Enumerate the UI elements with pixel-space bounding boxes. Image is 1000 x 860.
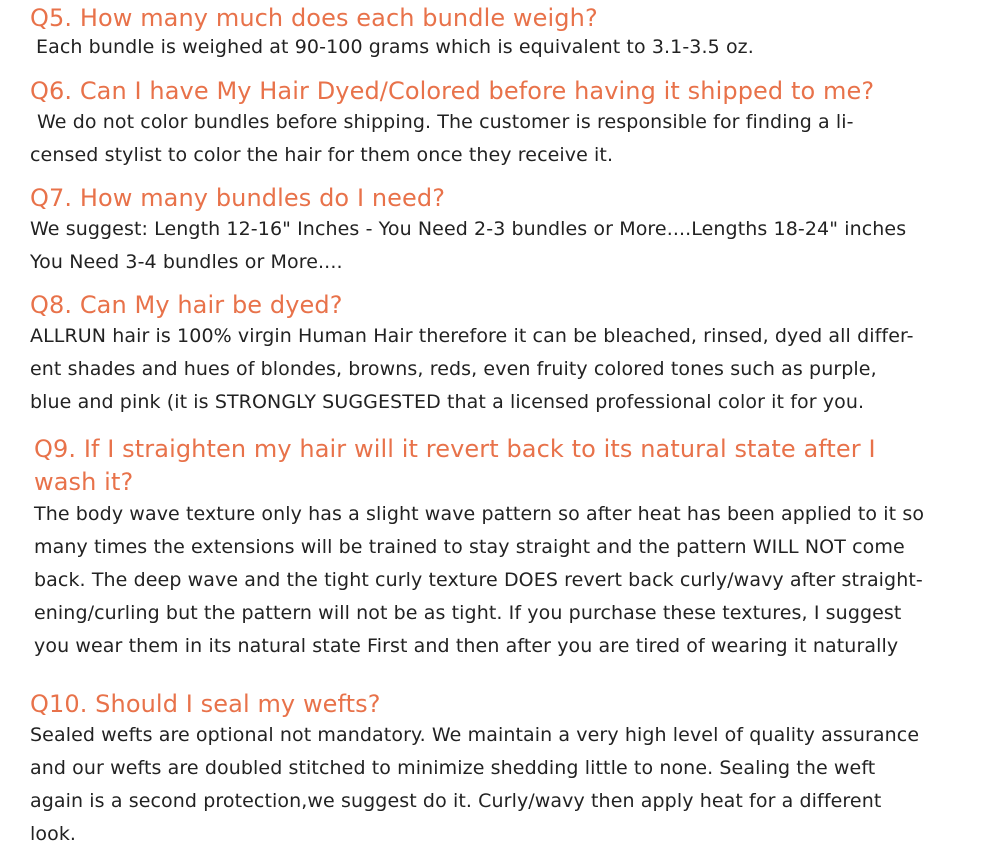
faq-answer-q9-line: many times the extensions will be trained to stay straight and the pattern WILL NOT come — [34, 536, 905, 558]
faq-question-q9-continued: wash it? — [34, 468, 134, 496]
faq-answer-q8-line: ent shades and hues of blondes, browns, reds, even fruity colored tones such as purple, — [30, 358, 877, 380]
faq-answer-q10-line: and our wefts are doubled stitched to minimize shedding little to none. Sealing the weft — [30, 757, 876, 779]
faq-answer-q9-line: The body wave texture only has a slight wave pattern so after heat has been applied to it so — [34, 503, 925, 525]
faq-question-q9: Q9. If I straighten my hair will it revert back to its natural state after I — [34, 435, 876, 463]
faq-answer-q10-line: Sealed wefts are optional not mandatory. We maintain a very high level of quality assurance — [30, 724, 920, 746]
faq-answer-q6-line: We do not color bundles before shipping. The customer is responsible for finding a li- — [37, 111, 854, 133]
faq-answer-q10-line: look. — [30, 823, 77, 845]
faq-answer-q8-line: ALLRUN hair is 100% virgin Human Hair therefore it can be bleached, rinsed, dyed all differ- — [30, 325, 914, 347]
faq-answer-q8-line: blue and pink (it is STRONGLY SUGGESTED that a licensed professional color it for you. — [30, 391, 865, 413]
faq-answer-q5-line: Each bundle is weighed at 90-100 grams which is equivalent to 3.1-3.5 oz. — [36, 36, 754, 58]
faq-answer-q9-line: back. The deep wave and the tight curly texture DOES revert back curly/wavy after straight- — [34, 569, 923, 591]
faq-question-q10: Q10. Should I seal my wefts? — [30, 690, 381, 718]
faq-question-q8: Q8. Can My hair be dyed? — [30, 291, 343, 319]
faq-question-q5: Q5. How many much does each bundle weigh? — [30, 4, 598, 32]
faq-answer-q7-line: You Need 3-4 bundles or More.... — [30, 251, 343, 273]
faq-answer-q6-line: censed stylist to color the hair for them once they receive it. — [30, 144, 614, 166]
faq-answer-q10-line: again is a second protection,we suggest do it. Curly/wavy then apply heat for a different — [30, 790, 882, 812]
faq-question-q6: Q6. Can I have My Hair Dyed/Colored before having it shipped to me? — [30, 77, 875, 105]
faq-answer-q9-line: ening/curling but the pattern will not be as tight. If you purchase these textures, I suggest — [34, 602, 902, 624]
faq-answer-q9-line: you wear them in its natural state First and then after you are tired of wearing it naturally — [34, 635, 899, 657]
faq-answer-q7-line: We suggest: Length 12-16" Inches - You Need 2-3 bundles or More....Lengths 18-24" inches — [30, 218, 907, 240]
faq-question-q7: Q7. How many bundles do I need? — [30, 184, 446, 212]
